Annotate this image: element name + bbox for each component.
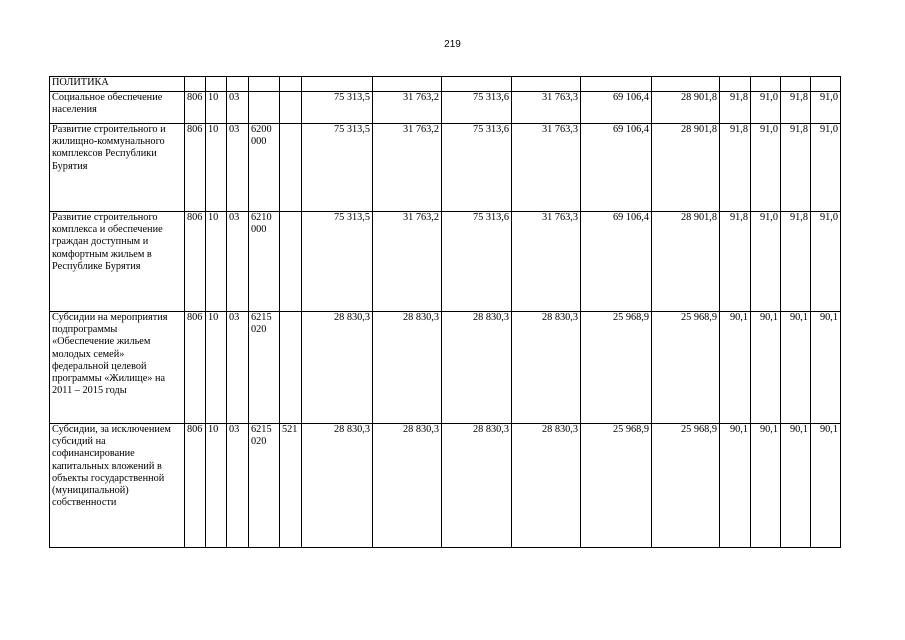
value-1: 75 313,5 [302,212,373,312]
percent-4: 90,1 [811,424,841,548]
rz-code: 10 [206,212,227,312]
ved-code: 806 [185,212,206,312]
row-name: Развитие строительного комплекса и обеспечение граждан доступным и комфортным жильем в Республике Бурятия [50,212,185,312]
value-5: 25 968,9 [581,424,652,548]
value-6: 28 901,8 [652,124,720,212]
table-row [50,77,841,92]
percent-2: 90,1 [751,424,781,548]
row-name: Субсидии на мероприятия подпрограммы «Обеспечение жильем молодых семей» федеральной целевой программы «Жилище» на 2011 – 2015 годы [50,312,185,424]
percent-2: 90,1 [751,312,781,424]
value-5: 25 968,9 [581,312,652,424]
csr-code: 6210 000 [249,212,280,312]
csr-code: 6215 020 [249,312,280,424]
csr-code: 6200 000 [249,124,280,212]
pr-code: 03 [227,124,249,212]
row-name: Социальное обеспечение населения [50,92,185,124]
vr-code [280,92,302,124]
percent-3: 91,8 [781,124,811,212]
percent-1: 91,8 [720,92,751,124]
table-row [50,124,841,212]
value-3: 75 313,6 [442,92,512,124]
percent-2: 91,0 [751,124,781,212]
value-3: 75 313,6 [442,212,512,312]
ved-code: 806 [185,312,206,424]
value-1: 28 830,3 [302,312,373,424]
page-number: 219 [444,39,461,50]
vr-code [280,212,302,312]
pr-code: 03 [227,312,249,424]
value-6: 25 968,9 [652,424,720,548]
vr-code [280,312,302,424]
table-row [50,212,841,312]
csr-code [249,92,280,124]
value-4: 28 830,3 [512,424,581,548]
value-4: 31 763,3 [512,92,581,124]
table-row [50,92,841,124]
value-2: 28 830,3 [373,424,442,548]
percent-3: 91,8 [781,212,811,312]
rz-code: 10 [206,312,227,424]
percent-1: 90,1 [720,312,751,424]
value-1: 28 830,3 [302,424,373,548]
budget-table [49,76,841,548]
value-6: 25 968,9 [652,312,720,424]
ved-code: 806 [185,124,206,212]
row-name: Субсидии, за исключением субсидий на софинансирование капитальных вложений в объекты государственной (муниципальной) собственности [50,424,185,548]
percent-3: 90,1 [781,312,811,424]
value-1: 75 313,5 [302,92,373,124]
pr-code: 03 [227,212,249,312]
percent-3: 90,1 [781,424,811,548]
value-2: 28 830,3 [373,312,442,424]
csr-code: 6215 020 [249,424,280,548]
value-5: 69 106,4 [581,124,652,212]
table-row [50,424,841,548]
value-3: 28 830,3 [442,424,512,548]
rz-code: 10 [206,92,227,124]
value-2: 31 763,2 [373,92,442,124]
percent-3: 91,8 [781,92,811,124]
ved-code: 806 [185,92,206,124]
value-6: 28 901,8 [652,212,720,312]
value-4: 31 763,3 [512,212,581,312]
percent-4: 91,0 [811,92,841,124]
pr-code: 03 [227,424,249,548]
pr-code: 03 [227,92,249,124]
percent-1: 91,8 [720,212,751,312]
rz-code: 10 [206,424,227,548]
value-4: 28 830,3 [512,312,581,424]
ved-code: 806 [185,424,206,548]
value-3: 28 830,3 [442,312,512,424]
value-6: 28 901,8 [652,92,720,124]
table-row [50,312,841,424]
percent-2: 91,0 [751,92,781,124]
row-name: Развитие строительного и жилищно-коммунального комплексов Республики Бурятия [50,124,185,212]
section-title: ПОЛИТИКА [50,77,185,92]
vr-code: 521 [280,424,302,548]
value-3: 75 313,6 [442,124,512,212]
percent-1: 90,1 [720,424,751,548]
value-2: 31 763,2 [373,124,442,212]
percent-4: 90,1 [811,312,841,424]
value-1: 75 313,5 [302,124,373,212]
percent-1: 91,8 [720,124,751,212]
percent-4: 91,0 [811,124,841,212]
value-5: 69 106,4 [581,92,652,124]
rz-code: 10 [206,124,227,212]
percent-2: 91,0 [751,212,781,312]
value-5: 69 106,4 [581,212,652,312]
vr-code [280,124,302,212]
value-4: 31 763,3 [512,124,581,212]
percent-4: 91,0 [811,212,841,312]
value-2: 31 763,2 [373,212,442,312]
